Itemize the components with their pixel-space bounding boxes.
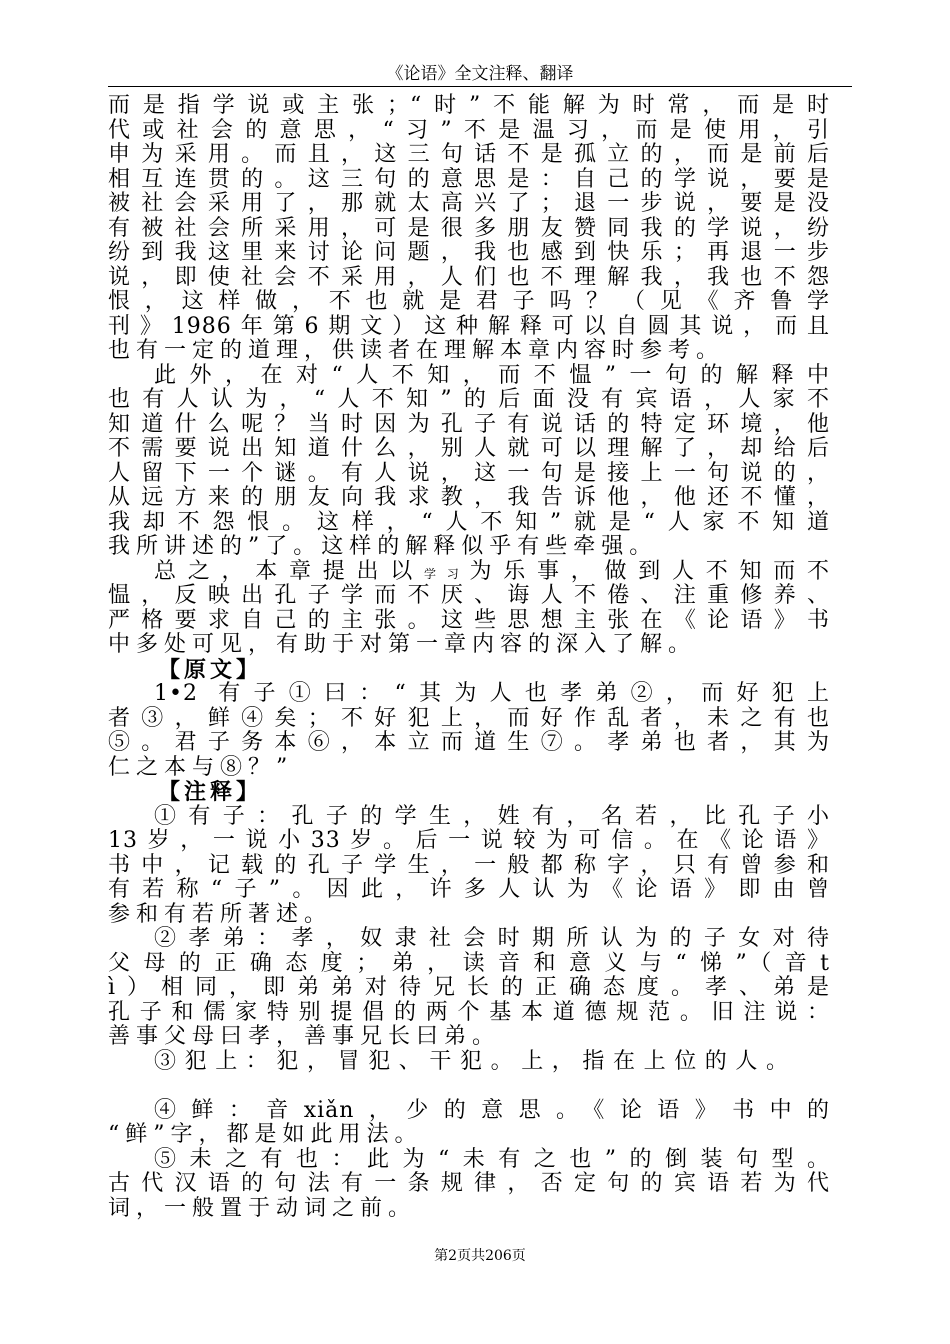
text-line: 也有人认为，“人不知”的后面没有宾语，人家不: [108, 387, 830, 412]
text-line: 严格要求自己的主张。这些思想主张在《论语》书: [108, 607, 830, 633]
text-line: 此外，在对“人不知，而不愠”一句的解释中: [154, 362, 830, 388]
text-line: ì）相同，即弟弟对待兄长的正确态度。孝、弟是: [108, 975, 830, 1000]
text-line: 代或社会的意思，“习”不是温习，而是使用，引: [108, 117, 830, 143]
text-line: 不需要说出知道什么，别人就可以理解了，却给后: [108, 436, 830, 461]
text-line: 有被社会所采用，可是很多朋友赞同我的学说，纷: [108, 215, 830, 241]
text-line: ③犯上：犯，冒犯、干犯。上，指在上位的人。: [154, 1048, 797, 1074]
inline-small-text: 学习: [423, 566, 470, 581]
text-line: 我却不怨恨。这样，“人不知”就是“人家不知道: [108, 509, 830, 535]
page-header: 《论语》全文注释、翻译: [386, 64, 574, 84]
text-line: 13岁，一说小33岁。后一说较为可信。在《论语》: [108, 828, 830, 853]
text-line: 人留下一个谜。有人说，这一句是接上一句说的，: [108, 460, 830, 486]
body-text: [108, 94, 830, 1221]
text-span: 为乐事，做到人不知而不: [469, 558, 830, 584]
page-footer: 第2页共206页: [434, 1248, 526, 1264]
text-line: 善事父母曰孝，善事兄长曰弟。: [108, 1024, 501, 1049]
text-line: 我所讲述的”了。这样的解释似乎有些牵强。: [108, 534, 658, 559]
text-line: 也有一定的道理，供读者在理解本章内容时参考。: [108, 338, 725, 363]
text-span: 总之，本章提出以: [154, 558, 424, 584]
text-line: 中多处可见，有助于对第一章内容的深入了解。: [108, 632, 697, 657]
text-line: [108, 560, 830, 585]
text-line: “鲜”字，都是如此用法。: [108, 1122, 423, 1147]
text-line: 仁之本与⑧？”: [108, 754, 294, 780]
text-line: ④鲜：音xiǎn，少的意思。《论语》书中的: [154, 1097, 830, 1123]
text-line: 1•2 有子①曰：“其为人也孝弟②，而好犯上: [154, 681, 830, 706]
text-line: 申为采用。而且，这三句话不是孤立的，而是前后: [108, 142, 830, 167]
text-line: 愠，反映出孔子学而不厌、诲人不倦、注重修养、: [108, 583, 830, 608]
text-line: 恨，这样做，不也就是君子吗？（见《齐鲁学: [108, 289, 830, 314]
text-line: 刊》1986年第6期文）这种解释可以自圆其说，而且: [108, 313, 830, 339]
header-rule: [108, 86, 852, 87]
text-line: 被社会采用了，那就太高兴了；退一步说，要是没: [108, 191, 830, 216]
text-line: 而是指学说或主张；“时”不能解为时常，而是时: [108, 93, 830, 118]
text-line: 从远方来的朋友向我求教，我告诉他，他还不懂，: [108, 485, 830, 510]
text-line: 孔子和儒家特别提倡的两个基本道德规范。旧注说：: [108, 999, 830, 1025]
text-line: 知道什么呢？当时因为孔子有说话的特定环境，他: [108, 411, 830, 437]
text-line: 词，一般置于动词之前。: [108, 1195, 417, 1221]
text-line: ①有子：孔子的学生，姓有，名若，比孔子小: [154, 803, 830, 829]
text-line: 书中，记载的孔子学生，一般都称字，只有曾参和: [108, 852, 830, 878]
text-line: ②孝弟：孝，奴隶社会时期所认为的子女对待: [154, 926, 830, 951]
text-line: 者③，鲜④矣；不好犯上，而好作乱者，未之有也: [108, 705, 830, 731]
text-line: 相互连贯的。这三句的意思是：自己的学说，要是: [108, 166, 830, 192]
text-line: 古代汉语的句法有一条规律，否定句的宾语若为代: [108, 1171, 830, 1196]
text-line: 纷到我这里来讨论问题，我也感到快乐；再退一步: [108, 240, 830, 265]
section-label-original: 【原文】: [158, 656, 263, 683]
text-line: 说，即使社会不采用，人们也不理解我，我也不怨: [108, 264, 830, 290]
text-line: ⑤。君子务本⑥，本立而道生⑦。孝弟也者，其为: [108, 730, 830, 755]
text-line: ⑤未之有也：此为“未有之也”的倒装句型。: [154, 1146, 830, 1172]
section-label-notes: 【注释】: [158, 779, 263, 805]
text-line: 有若称“子”。因此，许多人认为《论语》即由曾: [108, 877, 830, 902]
text-line: 父母的正确态度；弟，读音和意义与“悌”（音t: [108, 950, 830, 976]
text-line: 参和有若所著述。: [108, 901, 333, 927]
blank-line: [108, 1074, 830, 1099]
